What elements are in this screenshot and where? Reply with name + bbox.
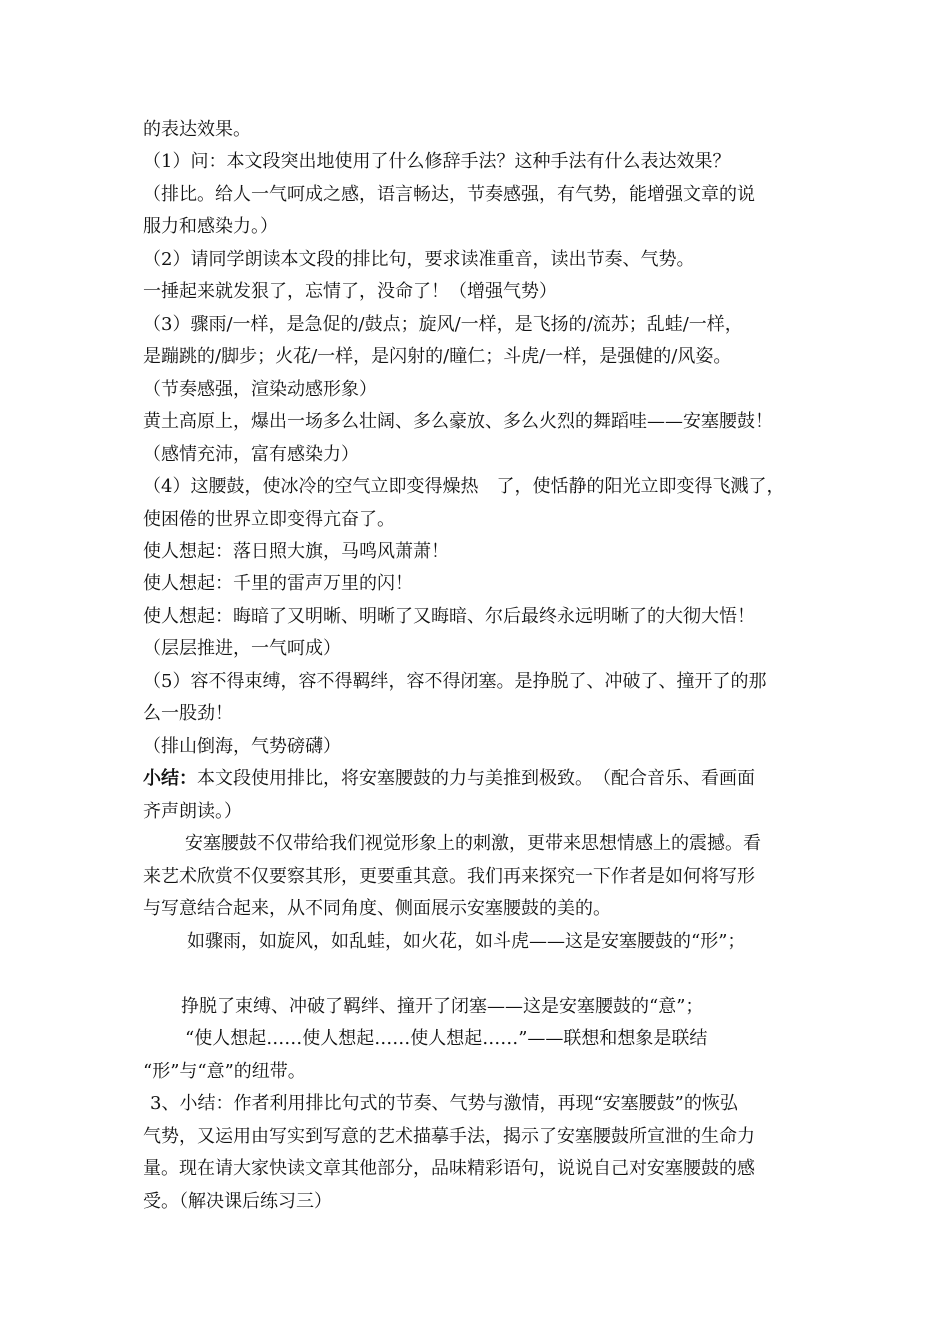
conclusion-line-3: 量。现在请大家快读文章其他部分，品味精彩语句，说说自己对安塞腰鼓的感 <box>143 1158 755 1179</box>
conclusion-line-4: 受。（解决课后练习三） <box>143 1191 332 1212</box>
text-line: 的表达效果。 <box>143 119 251 140</box>
summary-text: 本文段使用排比，将安塞腰鼓的力与美推到极致。 （配合音乐、看画面 <box>197 768 755 789</box>
note: （感情充沛，富有感染力） <box>143 444 359 465</box>
paragraph-line: 安塞腰鼓不仅带给我们视觉形象上的刺激，更带来思想情感上的震撼。看 <box>185 833 761 854</box>
summary-line-2: 齐声朗读。） <box>143 801 242 822</box>
question-1: （1）问：本文段突出地使用了什么修辞手法？这种手法有什么表达效果？ <box>143 151 731 172</box>
note: （层层推进，一气呵成） <box>143 638 341 659</box>
example-sentence: 一捶起来就发狠了，忘情了，没命了！（增强气势） <box>143 281 557 302</box>
question-4-line-2: 使困倦的世界立即变得亢奋了。 <box>143 509 395 530</box>
paragraph-line: 与写意结合起来，从不同角度、侧面展示安塞腰鼓的美的。 <box>143 898 611 919</box>
summary-line-1 <box>143 767 755 791</box>
conclusion-line-2: 气势，又运用由写实到写意的艺术描摹手法，揭示了安塞腰鼓所宣泄的生命力 <box>143 1126 755 1147</box>
question-5-line-2: 么一股劲！ <box>143 703 233 724</box>
form-line: 如骤雨，如旋风，如乱蛙，如火花，如斗虎——这是安塞腰鼓的“形”； <box>187 931 746 952</box>
question-2: （2）请同学朗读本文段的排比句，要求读准重音，读出节奏、气势。 <box>143 249 695 270</box>
question-5-line-1: （5）容不得束缚，容不得羁绊，容不得闭塞。是挣脱了、冲破了、撞开了的那 <box>143 671 767 692</box>
example-sentence: 使人想起：晦暗了又明晰、明晰了又晦暗、尔后最终永远明晰了的大彻大悟！ <box>143 606 755 627</box>
association-line-2: “形”与“意”的纽带。 <box>143 1061 306 1082</box>
paragraph-line: 来艺术欣赏不仅要察其形，更要重其意。我们再来探究一下作者是如何将写形 <box>143 866 755 887</box>
note: （排山倒海，气势磅礴） <box>143 736 341 757</box>
answer-1-line-2: 服力和感染力。） <box>143 216 278 237</box>
question-3-line-1: （3）骤雨/一样，是急促的/鼓点；旋风/一样，是飞扬的/流苏；乱蛙/一样， <box>143 314 743 335</box>
summary-label: 小结： <box>143 768 197 789</box>
note: （节奏感强，渲染动感形象） <box>143 379 377 400</box>
meaning-line: 挣脱了束缚、冲破了羁绊、撞开了闭塞——这是安塞腰鼓的“意”； <box>181 996 704 1017</box>
question-3-line-2: 是蹦跳的/脚步；火花/一样，是闪射的/瞳仁；斗虎/一样，是强健的/风姿。 <box>143 346 732 367</box>
association-line-1: “使人想起……使人想起……使人想起……”——联想和想象是联结 <box>185 1028 708 1049</box>
example-sentence: 使人想起：千里的雷声万里的闪！ <box>143 573 413 594</box>
conclusion-line-1: 3、小结：作者利用排比句式的节奏、气势与激情，再现“安塞腰鼓”的恢弘 <box>150 1093 738 1114</box>
answer-1-line-1: （排比。给人一气呵成之感，语言畅达，节奏感强，有气势，能增强文章的说 <box>143 184 755 205</box>
example-sentence: 使人想起：落日照大旗，马鸣风萧萧！ <box>143 541 449 562</box>
example-sentence: 黄土高原上，爆出一场多么壮阔、多么豪放、多么火烈的舞蹈哇——安塞腰鼓！ <box>143 411 773 432</box>
question-4-line-1: （4）这腰鼓，使冰冷的空气立即变得燥热 了，使恬静的阳光立即变得飞溅了， <box>143 476 785 497</box>
